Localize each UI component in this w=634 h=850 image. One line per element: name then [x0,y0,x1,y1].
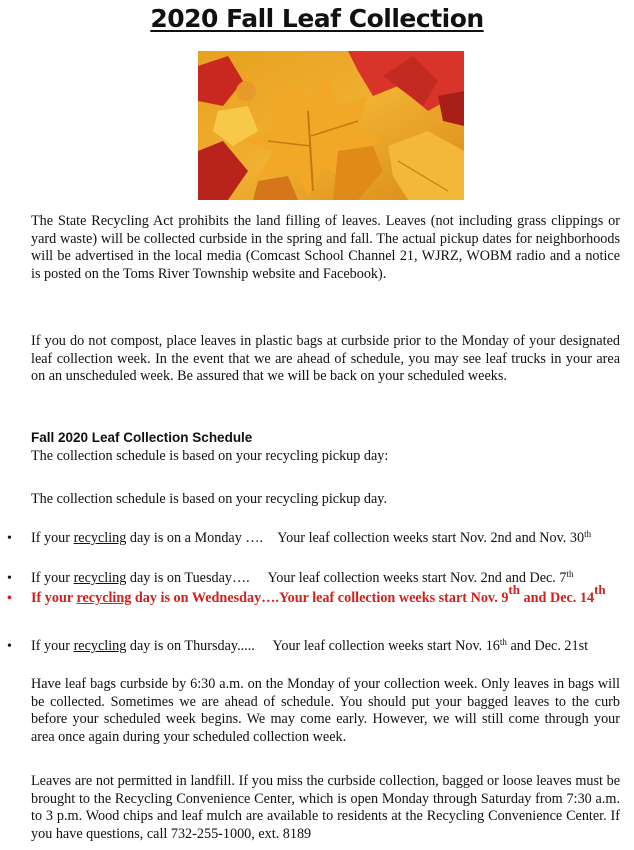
item-weeks: Your leaf collection weeks start Nov. 2nd and Dec. 7 [267,570,567,586]
autumn-leaves-photo [198,51,464,200]
item-weeks: Your leaf collection weeks start Nov. 9 [278,590,509,606]
item-sup: th [566,569,574,579]
schedule-intro-line-2: The collection schedule is based on your recycling pickup day. [31,491,388,507]
item-day: day is on Thursday..... [126,638,255,654]
schedule-intro-line: The collection schedule is based on your recycling pickup day: [31,448,389,464]
item-sup: th [584,529,592,539]
list-item-thursday [0,638,620,656]
item-after: and Dec. 14 [519,590,595,606]
item-keyword: recycling [73,570,127,586]
list-item-wednesday [0,582,620,638]
item-keyword: recycling [73,638,127,654]
item-prefix: If your [31,530,74,546]
item-weeks: Your leaf collection weeks start Nov. 16 [272,638,500,654]
item-weeks: Your leaf collection weeks start Nov. 2nd and Nov. 30 [277,530,585,546]
item-sup-2: th [594,582,606,597]
item-prefix: If your [31,638,74,654]
item-keyword: recycling [76,590,132,606]
bullet-icon: • [7,571,12,586]
intro-paragraph: The State Recycling Act prohibits the land filling of leaves. Leaves (not including grass clippings or yard waste) will be collected curbside in the spring and fall. The actual pickup dates for neighborhoods will be advertised in the local media (Comcast School Channel 21, WJRZ, WOBM radio and a notice is posted on the Toms River Township website and Facebook). [31,213,620,283]
list-item-tuesday [0,570,620,590]
landfill-note-paragraph: Leaves are not permitted in landfill. If you miss the curbside collection, bagged or loose leaves must be brought to the Recycling Convenience Center, which is open Monday through Saturday from 7:30 a.m. to 3 p.m. Wood chips and leaf mulch are available to residents at the Recycling Convenience Center. If you have questions, call 732-255-1000, ext. 8189 [31,773,620,843]
list-item-monday [0,530,620,570]
schedule-heading: Fall 2020 Leaf Collection Schedule [31,430,253,445]
item-day: day is on Tuesday…. [126,570,250,586]
item-day: day is on a Monday …. [126,530,264,546]
item-sup: th [499,637,507,647]
item-day: day is on Wednesday…. [131,590,279,606]
item-prefix: If your [31,570,74,586]
bags-note-paragraph: Have leaf bags curbside by 6:30 a.m. on the Monday of your collection week. Only leaves in bags will be collected. Sometimes we are ahead of schedule. You should put your bagged leaves to the curb before your scheduled week begins. We may come early. However, we will still come through your area once again during your scheduled collection week. [31,676,620,746]
bullet-icon: • [7,531,12,546]
bullet-icon: • [7,639,12,654]
compost-paragraph: If you do not compost, place leaves in plastic bags at curbside prior to the Monday of your designated leaf collection week. In the event that we are ahead of schedule, you may see leaf trucks in your area on an unscheduled week. Be assured that we will be back on your scheduled weeks. [31,333,620,385]
item-after: and Dec. 21st [506,638,589,654]
item-sup: th [508,582,520,597]
item-prefix: If your [31,590,77,606]
page-title: 2020 Fall Leaf Collection [150,4,484,33]
schedule-list [0,530,634,656]
bullet-icon: • [7,591,12,606]
item-keyword: recycling [73,530,127,546]
